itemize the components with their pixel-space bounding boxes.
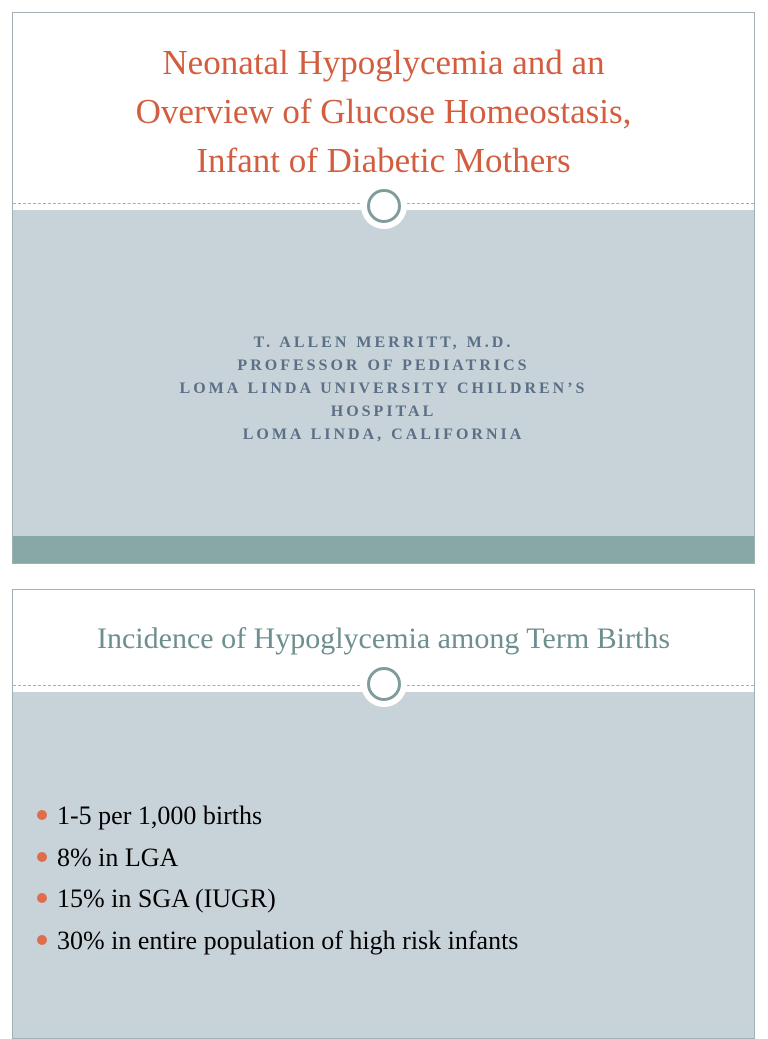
title-line: Overview of Glucose Homeostasis, bbox=[135, 91, 632, 131]
title-line: Neonatal Hypoglycemia and an bbox=[162, 42, 605, 82]
bullet-dot-icon bbox=[37, 852, 47, 862]
author-name: T. ALLEN MERRITT, M.D. bbox=[253, 334, 514, 351]
title-line: Infant of Diabetic Mothers bbox=[196, 140, 571, 180]
slide-2 bbox=[12, 589, 755, 1039]
author-block bbox=[13, 331, 754, 446]
slide-1-title bbox=[136, 32, 632, 185]
slide-1-title-area bbox=[13, 13, 754, 203]
list-item: 1-5 per 1,000 births bbox=[35, 795, 518, 837]
bullet-dot-icon bbox=[37, 893, 47, 903]
list-item: 15% in SGA (IUGR) bbox=[35, 878, 518, 920]
bullet-list bbox=[35, 795, 518, 961]
author-location: LOMA LINDA, CALIFORNIA bbox=[242, 426, 525, 443]
author-title: PROFESSOR OF PEDIATRICS bbox=[237, 357, 530, 374]
list-item: 8% in LGA bbox=[35, 837, 518, 879]
divider-circle-icon bbox=[361, 661, 407, 707]
author-institution: LOMA LINDA UNIVERSITY CHILDREN’S HOSPITAL bbox=[179, 380, 588, 420]
list-item: 30% in entire population of high risk infants bbox=[35, 920, 518, 962]
slide-1-bottom-band bbox=[13, 536, 754, 563]
bullet-dot-icon bbox=[37, 935, 47, 945]
slide-1 bbox=[12, 12, 755, 564]
bullet-dot-icon bbox=[37, 810, 47, 820]
divider-circle-icon bbox=[361, 183, 407, 229]
slide-2-title: Incidence of Hypoglycemia among Term Births bbox=[96, 622, 671, 655]
